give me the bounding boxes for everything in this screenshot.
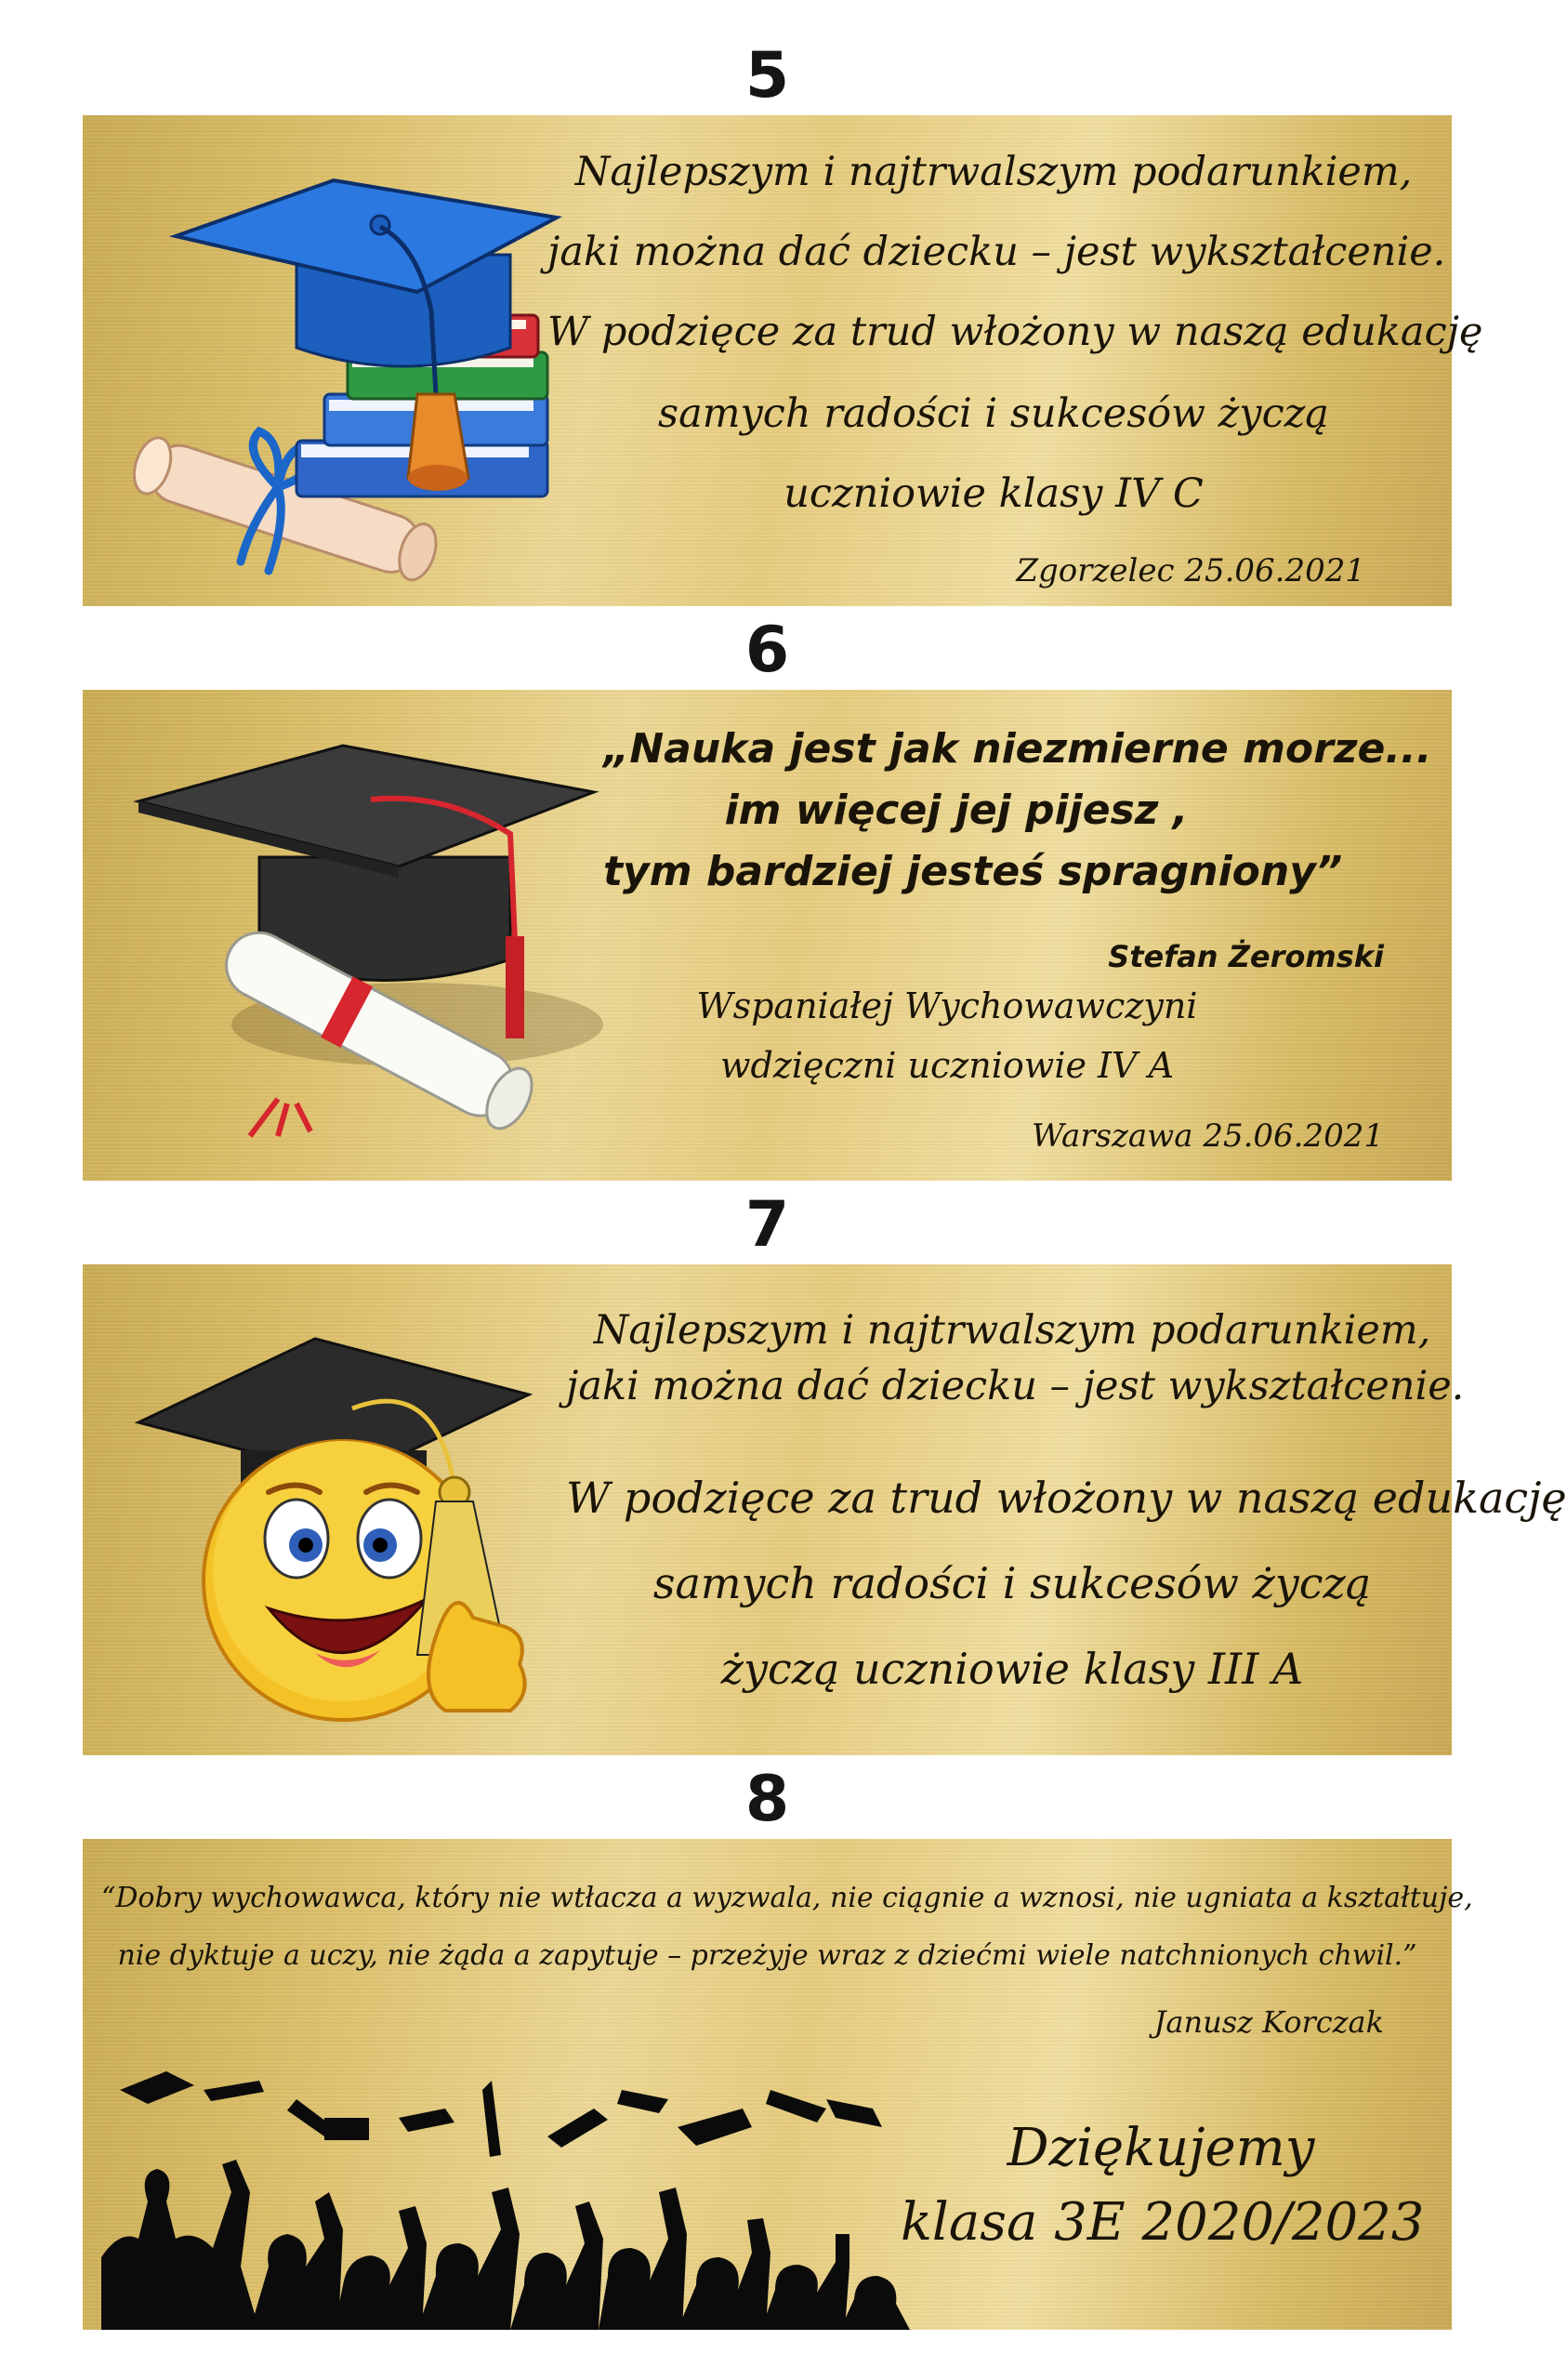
graduation-cap-books-diploma-icon: [111, 162, 631, 599]
plate-line: Najlepszym i najtrwalszym podarunkiem,: [574, 149, 1413, 195]
plate-line: uczniowie klasy IV C: [784, 470, 1204, 517]
plate-5: [83, 115, 1483, 606]
quote-line: „Nauka jest jak niezmierne morze...: [603, 725, 1432, 773]
plate-line: życzą uczniowie klasy III A: [720, 1644, 1304, 1694]
thanks-text: Dziękujemy: [1007, 2118, 1315, 2178]
plate-7: [83, 1264, 1567, 1755]
plate-number: 6: [744, 614, 790, 687]
dedication-line: Wspaniałej Wychowawczyni: [696, 985, 1198, 1026]
plate-number: 5: [744, 39, 790, 112]
plate-line: W podzięce za trud włożony w naszą edukację: [566, 1473, 1567, 1523]
plate-6: [83, 690, 1452, 1181]
plate-line: samych radości i sukcesów życzą: [658, 390, 1329, 437]
plate-line: jaki można dać dziecku – jest wykształcenie.: [566, 1363, 1465, 1409]
place-date: Warszawa 25.06.2021: [1032, 1117, 1384, 1155]
quote-line: nie dyktuje a uczy, nie żąda a zapytuje – przeżyje wraz z dziećmi wiele natchnionych chwil.”: [117, 1939, 1417, 1972]
quote-line: im więcej jej pijesz ,: [724, 787, 1189, 834]
place-date: Zgorzelec 25.06.2021: [1016, 552, 1365, 589]
plate-number: 8: [744, 1763, 790, 1836]
graduates-throwing-caps-silhouette-icon: [101, 2053, 956, 2330]
quote-author: Stefan Żeromski: [1108, 939, 1384, 974]
mortarboard-diploma-icon: [138, 746, 640, 1136]
plate-line: samych radości i sukcesów życzą: [652, 1558, 1372, 1608]
plate-number: 7: [744, 1188, 790, 1262]
quote-author: Janusz Korczak: [1153, 2004, 1384, 2040]
plate-line: Najlepszym i najtrwalszym podarunkiem,: [593, 1307, 1431, 1354]
plate-line: W podzięce za trud włożony w naszą edukację: [547, 309, 1483, 355]
plate-8: [83, 1839, 1473, 2330]
quote-line: tym bardziej jesteś spragniony”: [603, 848, 1343, 895]
smiley-graduate-thumbs-up-icon: [138, 1302, 622, 1739]
quote-line: “Dobry wychowawca, który nie wtłacza a wyzwala, nie ciągnie a wznosi, nie ugniata a kształtuje,: [101, 1882, 1473, 1914]
class-line: klasa 3E 2020/2023: [901, 2192, 1425, 2253]
dedication-line: wdzięczni uczniowie IV A: [719, 1045, 1175, 1086]
plate-line: jaki można dać dziecku – jest wykształcenie.: [547, 229, 1446, 275]
